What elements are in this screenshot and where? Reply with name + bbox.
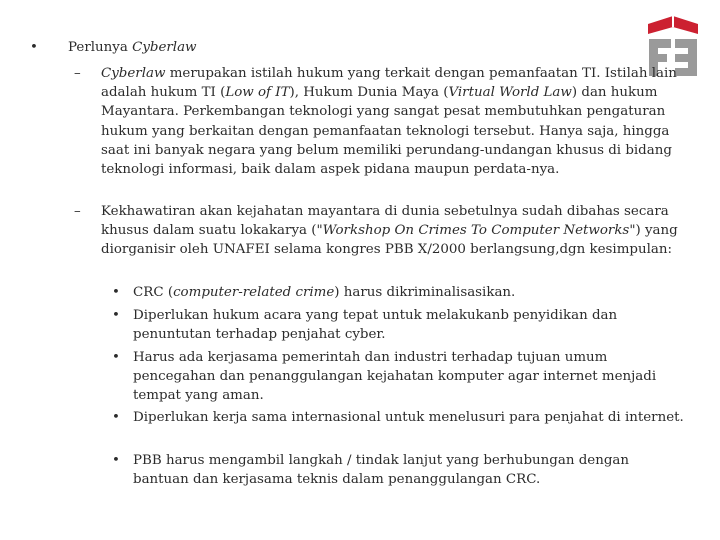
- conclusion-bullet: •: [112, 285, 120, 300]
- conclusion-1: CRC (computer-related crime) harus dikriminalisasikan.: [133, 285, 516, 300]
- conclusion-3: Harus ada kerjasama pemerintah dan industri terhadap tujuan umum pencegahan dan penanggulangan kejahatan komputer agar internet menjadi tempat yang aman.: [133, 350, 657, 404]
- level1-heading: Perlunya Cyberlaw: [68, 40, 197, 55]
- level1-bullet: •: [30, 40, 38, 55]
- point1-text: Cyberlaw merupakan istilah hukum yang terkait dengan pemanfaatan TI. Istilah lain adalah hukum TI (Low of IT), Hukum Dunia Maya (Virtual World Law) dan hukum Mayantara. Perkembangan teknologi yang sangat pesat membutuhkan pengaturan hukum yang berkaitan dengan pemanfaatan teknologi tersebut. Hanya saja, hingga saat ini banyak negara yang belum memiliki perundang-undangan khusus di bidang teknologi informasi, baik dalam aspek pidana maupun perdata-nya.: [101, 66, 677, 178]
- point1-dash: –: [74, 66, 81, 81]
- point2-text: Kekhawatiran akan kejahatan mayantara di dunia sebetulnya sudah dibahas secara khusus dalam suatu lokakarya ("Workshop On Crimes To Computer Networks") yang diorganisir oleh UNAFEI selama kongres PBB X/2000 berlangsung,dgn kesimpulan:: [101, 204, 678, 258]
- conclusion-bullet: •: [112, 308, 120, 323]
- conclusion-bullet: •: [112, 350, 120, 365]
- point2-dash: –: [74, 204, 81, 219]
- conclusion-4: Diperlukan kerja sama internasional untuk menelusuri para penjahat di internet.: [133, 410, 684, 425]
- conclusion-2: Diperlukan hukum acara yang tepat untuk melakukanb penyidikan dan penuntutan terhadap penjahat cyber.: [133, 308, 618, 343]
- conclusion-bullet: •: [112, 453, 120, 468]
- conclusion-5: PBB harus mengambil langkah / tindak lanjut yang berhubungan dengan bantuan dan kerjasama teknis dalam penanggulangan CRC.: [133, 453, 630, 488]
- conclusion-bullet: •: [112, 410, 120, 425]
